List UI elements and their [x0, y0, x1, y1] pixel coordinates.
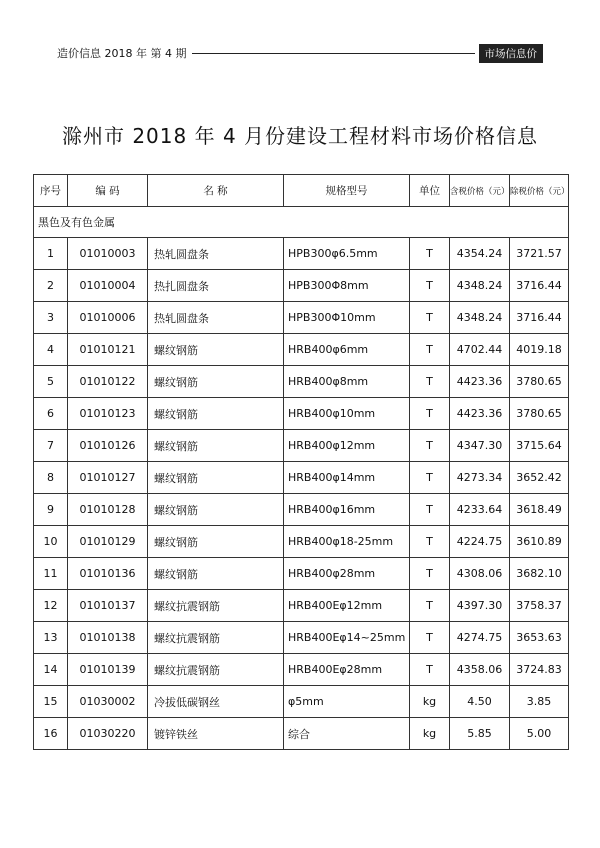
cell-code: 01010004 — [68, 270, 148, 302]
cell-unit: T — [410, 654, 450, 686]
cell-spec: HRB400φ18-25mm — [284, 526, 410, 558]
cell-spec: 综合 — [284, 718, 410, 750]
cell-seq: 11 — [34, 558, 68, 590]
cell-spec: HRB400Eφ28mm — [284, 654, 410, 686]
cell-code: 01010127 — [68, 462, 148, 494]
cell-seq: 4 — [34, 334, 68, 366]
header-rule — [192, 53, 474, 54]
table-row — [34, 270, 569, 302]
cell-code: 01010003 — [68, 238, 148, 270]
cell-tax-excl: 3682.10 — [510, 558, 569, 590]
cell-unit: T — [410, 366, 450, 398]
cell-tax-incl: 5.85 — [450, 718, 510, 750]
table-row — [34, 590, 569, 622]
cell-tax-excl: 3716.44 — [510, 270, 569, 302]
table-row — [34, 718, 569, 750]
cell-tax-excl: 3758.37 — [510, 590, 569, 622]
header-tax-incl: 含税价格（元） — [450, 175, 510, 207]
cell-name: 镀锌铁丝 — [148, 718, 284, 750]
cell-tax-excl: 3610.89 — [510, 526, 569, 558]
table-row — [34, 494, 569, 526]
cell-seq: 10 — [34, 526, 68, 558]
cell-seq: 7 — [34, 430, 68, 462]
cell-name: 螺纹钢筋 — [148, 398, 284, 430]
cell-seq: 1 — [34, 238, 68, 270]
cell-tax-excl: 3.85 — [510, 686, 569, 718]
cell-unit: T — [410, 270, 450, 302]
cell-tax-incl: 4233.64 — [450, 494, 510, 526]
cell-unit: T — [410, 398, 450, 430]
cell-seq: 2 — [34, 270, 68, 302]
cell-tax-excl: 3721.57 — [510, 238, 569, 270]
cell-tax-excl: 3780.65 — [510, 398, 569, 430]
cell-name: 螺纹抗震钢筋 — [148, 590, 284, 622]
running-header — [57, 44, 543, 62]
cell-tax-excl: 3653.63 — [510, 622, 569, 654]
cell-code: 01030002 — [68, 686, 148, 718]
table-row — [34, 430, 569, 462]
cell-tax-incl: 4308.06 — [450, 558, 510, 590]
table-row — [34, 238, 569, 270]
cell-name: 螺纹钢筋 — [148, 558, 284, 590]
cell-tax-excl: 3716.44 — [510, 302, 569, 334]
cell-tax-excl: 5.00 — [510, 718, 569, 750]
cell-code: 01010139 — [68, 654, 148, 686]
cell-tax-incl: 4224.75 — [450, 526, 510, 558]
table-row — [34, 462, 569, 494]
table-row — [34, 526, 569, 558]
cell-spec: HPB300φ6.5mm — [284, 238, 410, 270]
cell-unit: T — [410, 494, 450, 526]
cell-code: 01010136 — [68, 558, 148, 590]
cell-spec: HRB400φ10mm — [284, 398, 410, 430]
cell-tax-excl: 4019.18 — [510, 334, 569, 366]
cell-name: 热轧圆盘条 — [148, 302, 284, 334]
cell-spec: HRB400φ16mm — [284, 494, 410, 526]
table-row — [34, 622, 569, 654]
cell-unit: T — [410, 558, 450, 590]
cell-unit: kg — [410, 686, 450, 718]
cell-tax-excl: 3780.65 — [510, 366, 569, 398]
header-spec: 规格型号 — [284, 175, 410, 207]
cell-seq: 5 — [34, 366, 68, 398]
cell-tax-excl: 3618.49 — [510, 494, 569, 526]
cell-unit: T — [410, 430, 450, 462]
cell-unit: T — [410, 462, 450, 494]
cell-tax-incl: 4354.24 — [450, 238, 510, 270]
cell-tax-incl: 4.50 — [450, 686, 510, 718]
section-row — [34, 207, 569, 238]
cell-name: 螺纹钢筋 — [148, 494, 284, 526]
cell-spec: HRB400φ14mm — [284, 462, 410, 494]
cell-seq: 16 — [34, 718, 68, 750]
cell-seq: 13 — [34, 622, 68, 654]
cell-seq: 14 — [34, 654, 68, 686]
cell-name: 热扎圆盘条 — [148, 270, 284, 302]
cell-seq: 12 — [34, 590, 68, 622]
cell-tax-incl: 4358.06 — [450, 654, 510, 686]
cell-spec: HRB400Eφ12mm — [284, 590, 410, 622]
cell-seq: 8 — [34, 462, 68, 494]
cell-tax-incl: 4273.34 — [450, 462, 510, 494]
cell-name: 螺纹抗震钢筋 — [148, 654, 284, 686]
cell-spec: HRB400φ12mm — [284, 430, 410, 462]
cell-seq: 3 — [34, 302, 68, 334]
cell-seq: 6 — [34, 398, 68, 430]
cell-seq: 9 — [34, 494, 68, 526]
table-row — [34, 654, 569, 686]
cell-name: 螺纹钢筋 — [148, 366, 284, 398]
cell-unit: T — [410, 590, 450, 622]
header-tax-excl: 除税价格（元） — [510, 175, 569, 207]
cell-spec: HRB400φ6mm — [284, 334, 410, 366]
cell-code: 01010123 — [68, 398, 148, 430]
cell-name: 螺纹钢筋 — [148, 334, 284, 366]
cell-name: 冷拔低碳钢丝 — [148, 686, 284, 718]
table-row — [34, 686, 569, 718]
cell-spec: HRB400φ28mm — [284, 558, 410, 590]
issue-label: 造价信息 2018 年 第 4 期 — [57, 47, 187, 60]
cell-tax-incl: 4347.30 — [450, 430, 510, 462]
cell-tax-incl: 4348.24 — [450, 270, 510, 302]
cell-tax-incl: 4274.75 — [450, 622, 510, 654]
table-row — [34, 302, 569, 334]
cell-name: 热轧圆盘条 — [148, 238, 284, 270]
page-title: 滁州市 2018 年 4 月份建设工程材料市场价格信息 — [61, 124, 539, 148]
cell-spec: HRB400Eφ14~25mm — [284, 622, 410, 654]
cell-code: 01010122 — [68, 366, 148, 398]
cell-unit: T — [410, 526, 450, 558]
table-header-row — [34, 175, 569, 207]
header-name: 名 称 — [148, 175, 284, 207]
cell-unit: T — [410, 238, 450, 270]
cell-name: 螺纹钢筋 — [148, 462, 284, 494]
cell-code: 01010126 — [68, 430, 148, 462]
cell-code: 01010138 — [68, 622, 148, 654]
header-code: 编 码 — [68, 175, 148, 207]
cell-tax-incl: 4397.30 — [450, 590, 510, 622]
cell-tax-excl: 3715.64 — [510, 430, 569, 462]
table-row — [34, 366, 569, 398]
cell-code: 01010128 — [68, 494, 148, 526]
cell-name: 螺纹钢筋 — [148, 526, 284, 558]
cell-code: 01010137 — [68, 590, 148, 622]
section-label: 黑色及有色金属 — [34, 207, 569, 238]
cell-spec: HPB300Φ10mm — [284, 302, 410, 334]
cell-name: 螺纹钢筋 — [148, 430, 284, 462]
cell-code: 01010121 — [68, 334, 148, 366]
cell-tax-excl: 3652.42 — [510, 462, 569, 494]
cell-tax-incl: 4423.36 — [450, 366, 510, 398]
cell-seq: 15 — [34, 686, 68, 718]
cell-unit: T — [410, 622, 450, 654]
price-table — [33, 174, 569, 750]
cell-tax-excl: 3724.83 — [510, 654, 569, 686]
cell-spec: φ5mm — [284, 686, 410, 718]
cell-unit: T — [410, 334, 450, 366]
header-unit: 单位 — [410, 175, 450, 207]
table-row — [34, 558, 569, 590]
cell-code: 01010129 — [68, 526, 148, 558]
cell-tax-incl: 4348.24 — [450, 302, 510, 334]
cell-spec: HPB300Φ8mm — [284, 270, 410, 302]
header-seq: 序号 — [34, 175, 68, 207]
cell-code: 01010006 — [68, 302, 148, 334]
section-tag: 市场信息价 — [479, 44, 544, 63]
cell-code: 01030220 — [68, 718, 148, 750]
cell-unit: kg — [410, 718, 450, 750]
cell-spec: HRB400φ8mm — [284, 366, 410, 398]
table-row — [34, 398, 569, 430]
cell-name: 螺纹抗震钢筋 — [148, 622, 284, 654]
cell-tax-incl: 4423.36 — [450, 398, 510, 430]
table-row — [34, 334, 569, 366]
cell-unit: T — [410, 302, 450, 334]
cell-tax-incl: 4702.44 — [450, 334, 510, 366]
